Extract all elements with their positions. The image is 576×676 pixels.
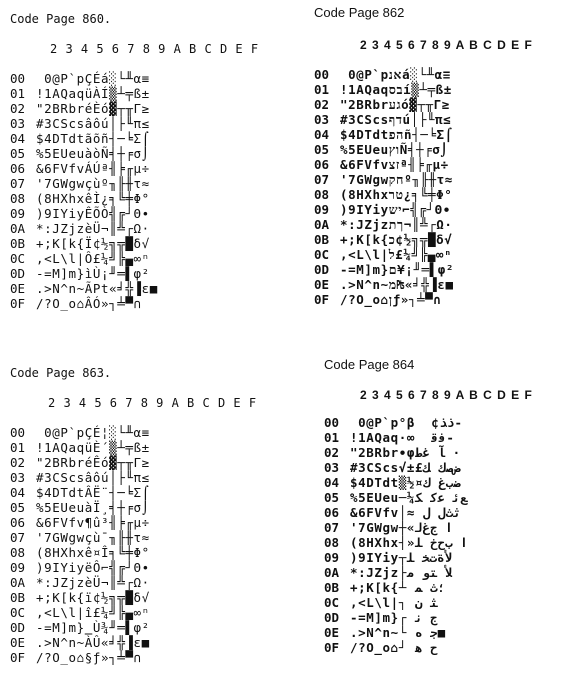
row-label: 05 <box>324 490 340 505</box>
code-row <box>314 113 451 127</box>
row-glyphs: $4DTdtãõñ┤─╘Σ⌠ <box>36 131 150 146</box>
row-glyphs: *:JZjzèÜ¬║╩┌Ω· <box>36 575 150 590</box>
row-label: 02 <box>10 455 26 470</box>
code-row <box>314 233 452 247</box>
row-label: 02 <box>324 445 340 460</box>
code-row <box>10 576 150 590</box>
row-glyphs: "2BRbréÊó▓┬╥Γ≥ <box>36 455 150 470</box>
row-glyphs: $4DTdtÂË¨┤─╘Σ⌠ <box>36 485 150 500</box>
row-glyphs: +;K[k{כ¢½╗╦█δ√ <box>340 232 453 247</box>
row-glyphs: '7GWgwחקº╖╟╫τ≈ <box>340 172 453 187</box>
code-row <box>10 651 150 665</box>
row-glyphs: 0@P`pÇÉ¦░└╨α≡ <box>36 425 150 440</box>
row-glyphs: 0@P`pאנá░└╨α≡ <box>340 67 451 82</box>
code-row <box>324 626 445 640</box>
row-label: 04 <box>324 475 340 490</box>
row-glyphs: %5EUeuוץÑ╡┼╒σ⌡ <box>340 142 449 157</box>
code-row <box>10 606 150 620</box>
row-glyphs: .>N^n~ÃPt«╛╬▐ε■ <box>36 281 158 296</box>
page-title: Code Page 863. <box>10 366 112 380</box>
code-row <box>10 531 150 545</box>
row-label: 00 <box>324 415 340 430</box>
row-label: 05 <box>314 142 330 157</box>
row-label: 06 <box>324 505 340 520</box>
row-label: 03 <box>10 116 26 131</box>
row-glyphs: *:JZjzךת¬║╩┌Ω· <box>340 217 453 232</box>
row-label: 02 <box>10 101 26 116</box>
row-glyphs: +;K[k{Ï¢½╗╦█δ√ <box>36 236 150 251</box>
row-label: 0E <box>10 281 26 296</box>
code-row <box>314 83 452 97</box>
code-row <box>10 546 150 560</box>
code-row <box>324 491 468 505</box>
column-header-row: 2 3 4 5 6 7 8 9 A B C D E F <box>48 396 257 410</box>
row-label: 0D <box>10 620 26 635</box>
code-row <box>10 162 150 176</box>
row-label: 00 <box>10 71 26 86</box>
row-glyphs: *:JZjzèÜ¬║╩┌Ω· <box>36 221 150 236</box>
code-row <box>10 591 150 605</box>
code-row <box>324 446 460 460</box>
code-row <box>10 282 158 296</box>
code-row <box>324 566 452 580</box>
row-glyphs: ,<L\l|î£¼╝╠▄∞ⁿ <box>36 605 150 620</box>
row-glyphs: &6FVfv│≈ ﺛﺙﻝ ﻝ <box>350 505 461 520</box>
row-label: 08 <box>10 191 26 206</box>
row-glyphs: $4DTdtהפñ┤─╘Σ⌠ <box>340 127 453 142</box>
row-label: 07 <box>324 520 340 535</box>
code-row <box>10 297 150 311</box>
row-label: 0E <box>314 277 330 292</box>
row-label: 0A <box>10 575 26 590</box>
row-label: 0D <box>10 266 26 281</box>
row-glyphs: )9IYiyÊÕÒ╣╔┘Θ∙ <box>36 206 150 221</box>
row-glyphs: /?O_o⌂ÂÓ»┐╧▀∩ <box>36 296 150 311</box>
row-glyphs: -=M]m}┌ ﺝ ﻧ <box>350 610 438 625</box>
code-row <box>324 641 438 655</box>
row-glyphs: 0@P`p°β ¢ﺫﺬ- <box>350 415 462 430</box>
code-row <box>10 207 150 221</box>
code-row <box>324 596 438 610</box>
code-row <box>314 218 453 232</box>
row-glyphs: )9IYiy┬ﻷﺓﺕﺨ ﻠ <box>350 550 453 565</box>
code-row <box>324 551 452 565</box>
row-glyphs: %5EUeu─¼ﻊﺋ ﻋﻛ ﻜ <box>350 490 468 505</box>
row-label: 0B <box>10 236 26 251</box>
row-glyphs: -=M]m}ם¥¡╜═▌φ² <box>340 262 455 277</box>
row-glyphs: "2BRbrגעó▓┬╥Γ≥ <box>340 97 450 112</box>
row-glyphs: )9IYiyיש⌐╣╔┘Θ∙ <box>340 202 451 217</box>
code-row <box>324 416 462 430</box>
row-label: 0B <box>10 590 26 605</box>
row-glyphs: '7GWgwçù¯╖╟╫τ≈ <box>36 530 150 545</box>
row-glyphs: "2BRbréÈó▓┬╥Γ≥ <box>36 101 150 116</box>
row-label: 09 <box>10 560 26 575</box>
column-header-row: 2 3 4 5 6 7 8 9 A B C D E F <box>50 42 259 56</box>
code-row <box>10 561 150 575</box>
row-label: 09 <box>314 202 330 217</box>
row-glyphs: ,<L\l|Ô£¼╝╠▄∞ⁿ <box>36 251 150 266</box>
row-label: 07 <box>10 176 26 191</box>
code-row <box>324 611 438 625</box>
row-label: 0A <box>10 221 26 236</box>
code-row <box>314 173 453 187</box>
row-label: 09 <box>10 206 26 221</box>
row-label: 0B <box>324 580 340 595</box>
row-label: 06 <box>10 161 26 176</box>
row-label: 0F <box>10 296 26 311</box>
row-glyphs: !1AQaq·∞ ﻓﻗ‐ <box>350 430 454 445</box>
code-row <box>10 471 150 485</box>
row-glyphs: )9IYiyëÔ⌐╣╔┘Θ∙ <box>36 560 150 575</box>
row-glyphs: &6FVfvזצª╢╞╓µ÷ <box>340 157 449 172</box>
row-glyphs: /?O_o⌂§ƒ»┐╧▀∩ <box>36 650 150 665</box>
code-row <box>10 222 150 236</box>
row-glyphs: '7GWgwçùº╖╟╫τ≈ <box>36 176 150 191</box>
row-label: 03 <box>10 470 26 485</box>
code-row <box>10 237 150 251</box>
row-glyphs: "2BRbr∙φﺂ ﻏﻁ · <box>350 445 461 460</box>
row-label: 01 <box>314 82 330 97</box>
code-row <box>10 117 150 131</box>
row-glyphs: %5EUeuàÏ¸╡┼╒σ⌡ <box>36 500 150 515</box>
code-row <box>314 98 450 112</box>
row-glyphs: '7GWgw┼«ﺍ ﺝﻍﻟ <box>350 520 453 535</box>
row-label: 0F <box>10 650 26 665</box>
row-label: 03 <box>324 460 340 475</box>
row-label: 0F <box>324 640 340 655</box>
row-glyphs: #3CScsדףú│├╙π≤ <box>340 112 452 127</box>
page-title: Code Page 862 <box>314 5 405 20</box>
code-row <box>324 521 453 535</box>
row-label: 04 <box>314 127 330 142</box>
row-glyphs: &6FVfv¶û³╢╞╓µ÷ <box>36 515 150 530</box>
row-label: 0D <box>324 610 340 625</box>
row-glyphs: ,<L\l|┐ ﺜ ﻥ <box>350 595 438 610</box>
row-label: 00 <box>10 425 26 440</box>
code-page-864-block <box>324 358 574 668</box>
row-label: 00 <box>314 67 330 82</box>
code-row <box>10 177 150 191</box>
code-row <box>10 72 150 86</box>
row-label: 0E <box>324 625 340 640</box>
code-row <box>10 252 150 266</box>
code-row <box>10 132 150 146</box>
row-label: 0A <box>324 565 340 580</box>
row-label: 06 <box>10 515 26 530</box>
row-glyphs: (8HXhxêÌ¿╕╚╪Φ° <box>36 191 150 206</box>
row-label: 0F <box>314 292 330 307</box>
code-row <box>10 456 150 470</box>
code-row <box>10 486 150 500</box>
code-row <box>324 506 461 520</box>
code-row <box>10 426 150 440</box>
code-row <box>314 203 451 217</box>
code-row <box>10 267 150 281</box>
code-row <box>10 621 150 635</box>
code-row <box>314 143 448 157</box>
code-row <box>314 188 452 202</box>
row-label: 01 <box>10 86 26 101</box>
row-glyphs: -=M]m}‗Ù¾╜═▌φ² <box>36 620 150 635</box>
code-row <box>10 636 150 650</box>
code-row <box>324 476 461 490</box>
column-header-row: 2 3 4 5 6 7 8 9 A B C D E F <box>360 388 533 402</box>
row-glyphs: !1AQaqüÀÍ▒┴╤ß± <box>36 86 150 101</box>
row-label: 0B <box>314 232 330 247</box>
code-row <box>314 263 454 277</box>
code-row <box>314 68 451 82</box>
code-row <box>324 431 454 445</box>
code-row <box>10 87 150 101</box>
page-title: Code Page 864 <box>324 357 415 372</box>
code-row <box>10 516 150 530</box>
row-glyphs: %5EUeuàòÑ╡┼╒σ⌡ <box>36 146 150 161</box>
row-glyphs: /?O_o⌂ןƒ»┐╧▀∩ <box>340 292 450 307</box>
column-header-row: 2 3 4 5 6 7 8 9 A B C D E F <box>360 38 533 52</box>
row-glyphs: -=M]m}ìÙ¡╜═▌φ² <box>36 266 150 281</box>
row-label: 04 <box>10 485 26 500</box>
row-glyphs: &6FVfvÁÚª╢╞╓µ÷ <box>36 161 150 176</box>
row-label: 04 <box>10 131 26 146</box>
row-glyphs: +;K[k{┴ ؛ﺙ ﻤ <box>350 580 446 595</box>
row-glyphs: 0@P`pÇÉá░└╨α≡ <box>36 71 150 86</box>
row-label: 0A <box>314 217 330 232</box>
row-label: 08 <box>324 535 340 550</box>
code-row <box>314 293 449 307</box>
row-label: 01 <box>10 440 26 455</box>
code-row <box>10 441 150 455</box>
row-label: 06 <box>314 157 330 172</box>
row-glyphs: !1AQaqüÈ´▒┴╤ß± <box>36 440 150 455</box>
row-label: 09 <box>324 550 340 565</box>
code-row <box>10 192 150 206</box>
row-label: 0C <box>324 595 340 610</box>
code-row <box>10 102 150 116</box>
row-label: 07 <box>10 530 26 545</box>
row-label: 08 <box>314 187 330 202</box>
row-label: 0D <box>314 262 330 277</box>
code-row <box>314 158 449 172</box>
row-glyphs: #3CScsâôú│├╙π≤ <box>36 116 150 131</box>
code-page-860-block <box>10 12 265 332</box>
code-row <box>324 536 468 550</box>
row-glyphs: #3CScs√±£ﺽﺻﻙ ﻚ <box>350 460 461 475</box>
row-label: 0C <box>10 605 26 620</box>
row-glyphs: (8HXhxטר¿╕╚╪Φ° <box>340 187 453 202</box>
row-label: 05 <box>10 500 26 515</box>
row-label: 03 <box>314 112 330 127</box>
row-glyphs: /?O_o⌂┘ ﺡ ﻫ <box>350 640 438 655</box>
code-row <box>314 248 452 262</box>
row-glyphs: ,<L\l|ל£¼╝╠▄∞ⁿ <box>340 247 453 262</box>
page-title: Code Page 860. <box>10 12 112 26</box>
code-row <box>324 581 445 595</box>
code-row <box>314 278 454 292</box>
code-page-863-block <box>10 366 265 666</box>
row-label: 02 <box>314 97 330 112</box>
row-glyphs: .>N^n~ÀÛ«╛╬▐ε■ <box>36 635 150 650</box>
code-row <box>10 501 150 515</box>
row-label: 0C <box>314 247 330 262</box>
row-glyphs: (8HXhx┤»ﺍ ﺏﺡﺥ ﻠ <box>350 535 468 550</box>
row-glyphs: !1AQaqבסí▒┴╤ß± <box>340 82 452 97</box>
row-glyphs: +;K[k{ï¢½╗╦█δ√ <box>36 590 150 605</box>
row-glyphs: .>N^n~└ ﺟ ﻩ■ <box>350 625 446 640</box>
row-glyphs: (8HXhxê¤Î╕╚╪Φ° <box>36 545 150 560</box>
row-label: 0C <box>10 251 26 266</box>
row-label: 05 <box>10 146 26 161</box>
code-page-862-block <box>314 6 574 326</box>
code-row <box>324 461 461 475</box>
row-glyphs: .>N^n~מ₧«╛╬▐ε■ <box>340 277 454 292</box>
row-glyphs: *:JZjz├ﻸ ﺘﻭ ﻣ <box>350 565 453 580</box>
row-label: 08 <box>10 545 26 560</box>
row-label: 01 <box>324 430 340 445</box>
code-row <box>314 128 453 142</box>
code-row <box>10 147 150 161</box>
row-label: 0E <box>10 635 26 650</box>
row-label: 07 <box>314 172 330 187</box>
row-glyphs: #3CScsâôú│├╙π≤ <box>36 470 150 485</box>
row-glyphs: $4DTdt▒½¤ﺿﺏﻍ ﻙ <box>350 475 461 490</box>
